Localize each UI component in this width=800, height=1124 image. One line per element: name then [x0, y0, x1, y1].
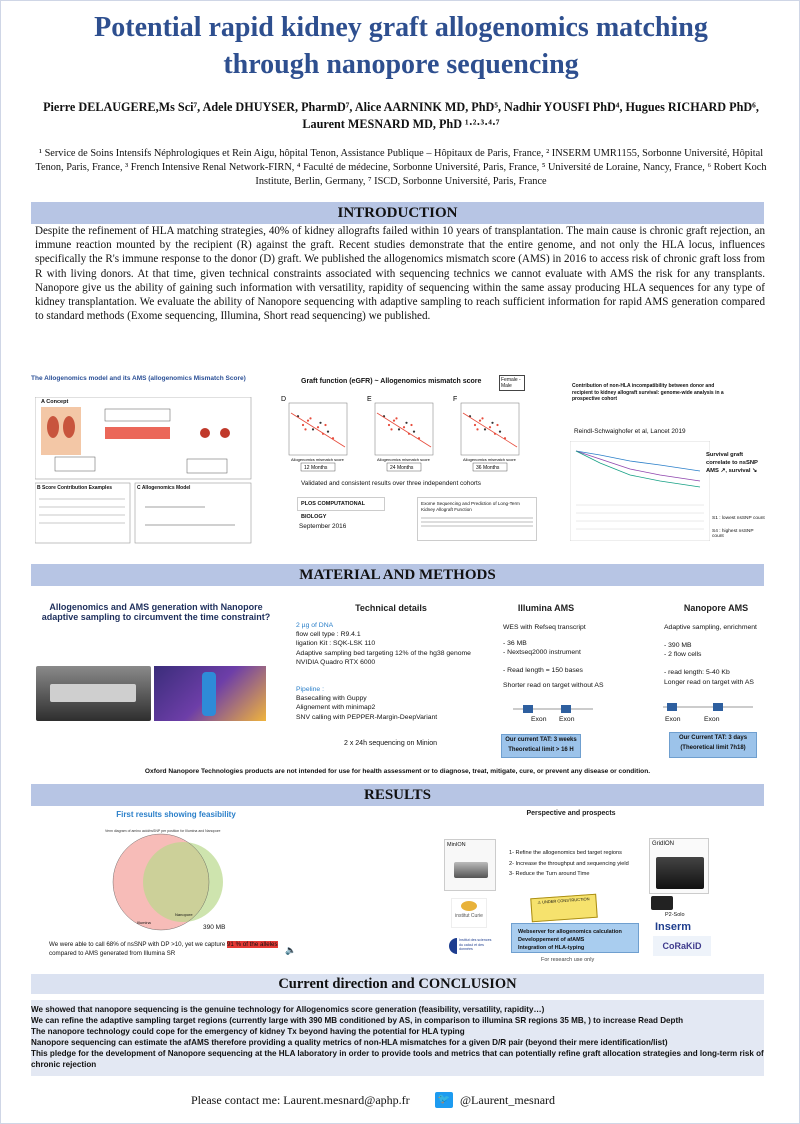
results-right-title: Perspective and prospects	[526, 810, 616, 817]
nanopore-sub: Adaptive sampling, enrichment	[664, 624, 757, 631]
twitter-icon[interactable]: 🐦	[435, 1092, 453, 1108]
fig2-point	[388, 424, 390, 426]
svg-text:Nanopore: Nanopore	[175, 912, 193, 917]
fig2-caption: Validated and consistent results over three independent cohorts	[301, 480, 481, 487]
fig2-point	[496, 424, 498, 426]
inserm-logo: Inserm	[655, 921, 692, 933]
plos-article-thumb: Exome Sequencing and Prediction of Long-Term Kidney Allograft Function	[417, 497, 537, 541]
figure-graft-function	[281, 375, 541, 545]
fig3-s1: S1 : lowest nsSNP count	[712, 516, 765, 521]
fig2-point	[403, 426, 405, 428]
fig2-point	[499, 431, 501, 433]
affiliations: ¹ Service de Soins Intensifs Néphrologiques et Rein Aigu, hôpital Tenon, Assistance Publique – Hôpitaux de Paris, France, ² INSERM UMR1155, Sorbonne Université, Hôpital Tenon, Paris, France, ³ French Intensive Renal Network-FIRN, ⁴ Faculté de médecine, Sorbonne Université, Paris, France, ⁵ Université de Loraine, Nancy, France, ⁶ Robert Koch Institute, Berlin, Germany, ⁷ ISCD, Sorbonne Université, Paris, France	[35, 148, 767, 187]
svg-text:Venn diagram of amino acid/nsS: Venn diagram of amino acid/nsSNP per position for Illumina and Nanopore	[105, 829, 221, 833]
twitter-handle[interactable]: @Laurent_mesnard	[460, 1093, 556, 1107]
figure-allogenomics-model	[31, 375, 271, 535]
corakid-logo: CoRaKiD	[653, 936, 711, 956]
fig2-point	[307, 420, 309, 422]
fig2-month-label: 24 Months	[390, 465, 414, 471]
conclusion-header: Current direction and CONCLUSION	[31, 974, 764, 994]
fig2-date: September 2016	[299, 523, 347, 530]
fig2-panel-label: F	[453, 396, 458, 403]
ont-disclaimer: Oxford Nanopore Technologies products are not intended for use for health assessment or to diagnose, treat, mitigate, cure, or prevent any disease or condition.	[144, 768, 651, 775]
fig2-xaxis-label: Allogenomics mismatch score	[291, 457, 344, 462]
plos-logo: PLOS COMPUTATIONAL BIOLOGY	[297, 497, 385, 511]
nanopore-exon-2: Exon	[704, 716, 720, 723]
conclusion-2: We can refine the adaptive sampling target regions (currently large with 390 MB conditioned by AS, in comparison to illumina SR regions 35 MB, ) to increase Read Depth	[31, 1016, 684, 1025]
fig2-point	[479, 420, 481, 422]
fig3-side-note: Survival graft correlate to nsSNP AMS ↗, survival ↘	[706, 452, 758, 474]
fig3-km-plot	[570, 441, 710, 541]
illumina-exon-diagram	[513, 701, 593, 721]
fig1-panel-c: C Allogenomics Model	[137, 485, 191, 491]
fig2-xaxis-label: Allogenomics mismatch score	[463, 457, 516, 462]
fig2-title: Graft function (eGFR) ~ Allogenomics mismatch score	[301, 378, 482, 385]
fig1-title: The Allogenomics model and its AMS (allogenomics Mismatch Score)	[31, 375, 246, 382]
svg-text:Illumina: Illumina	[137, 920, 151, 925]
fig2-point	[489, 426, 491, 428]
methods-header: MATERIAL AND METHODS	[31, 564, 764, 586]
gridion-photo: GridION	[649, 838, 709, 894]
fig2-panel-F	[453, 396, 519, 471]
fig2-point	[395, 417, 397, 419]
illumina-exon-2: Exon	[559, 716, 575, 723]
contact-email[interactable]: Please contact me: Laurent.mesnard@aphp.fr	[191, 1093, 410, 1107]
title-line-1: Potential rapid kidney graft allogenomics matching	[94, 12, 708, 43]
fig1-panel-b: B Score Contribution Examples	[37, 485, 113, 491]
conclusion-4: Nanopore sequencing can estimate the afAMS therefore providing a quality metrics of non-HLA mismatches for a given D/R pair (beyond their mere identification/list)	[31, 1038, 668, 1047]
fig2-point	[481, 417, 483, 419]
tech-footer: 2 x 24h sequencing on Minion	[344, 740, 438, 747]
fig2-panel-label: D	[281, 396, 287, 403]
authors: Pierre DELAUGERE,Ms Sci⁷, Adele DHUYSER, PharmD⁷, Alice AARNINK MD, PhD⁵, Nadhir YOUSFI PhD⁴, Hugues RICHARD PhD⁶, Laurent MESNARD MD, PhD ¹·²·³·⁴·⁷	[43, 100, 759, 131]
p2-solo-label: P2-Solo	[665, 912, 685, 918]
illumina-exon-1: Exon	[531, 716, 547, 723]
fig3-ref: Reindl-Schwaighofer et al, Lancet 2019	[574, 428, 686, 435]
title-line-2: through nanopore sequencing	[223, 49, 579, 80]
intro-header: INTRODUCTION	[31, 202, 764, 224]
fig2-point	[324, 424, 326, 426]
results-header: RESULTS	[31, 784, 764, 806]
fig2-point	[304, 428, 306, 430]
illumina-title: Illumina AMS	[517, 603, 575, 613]
illumina-tat-box: Our current TAT: 3 weeks Theoretical limit > 16 H	[501, 734, 581, 758]
fig2-point	[317, 426, 319, 428]
nanopore-title: Nanopore AMS	[683, 603, 749, 613]
webserver-box: Webserver for allogenomics calculation Developpement of afAMS Integration of HLA-typing	[511, 923, 639, 953]
fig2-xaxis-label: Allogenomics mismatch score	[377, 457, 430, 462]
fig2-plots	[281, 393, 541, 483]
fig2-point	[398, 428, 400, 430]
methods-question: Allogenomics and AMS generation with Nanopore adaptive sampling to circumvent the time constraint?	[41, 602, 271, 622]
intro-text: Despite the refinement of HLA matching strategies, 40% of kidney allografts failed within 10 years of transplantation. The main cause is chronic graft rejection, an immune reaction mounted by the recipient (R) against the graft. Recent studies demonstrate that the entire genome, and not only the HLA locus, influences specifically the R's immune response to the donor (D) graft. We published the allogenomics mismatch score (AMS) in 2016 to access risk of chronic graft loss from R with living donors. At that time, given technical constraints associated with sequencing technics we cannot evaluate with AMS the risk for any transplants. Nanopore give us the ability of gaining such information with versatility, rapidity of sequencing within the same assay producing HLA sequences for any type of kidney transplantation. We evaluate the ability of Nanopore sequencing with adaptive sampling to reach sufficient information for rapid AMS generation compared to standard methods (Exome sequencing, Illumina, Short read sequencing) we published.	[35, 225, 765, 323]
tech-lines: 2 µg of DNA flow cell type : R9.4.1 ligation Kit : SQK-LSK 110 Adaptive sampling bed targeting 12% of the hg38 genome NVIDIA Quadro RTX 6000 Pipeline : Basecalling with Guppy Alignement with minimap2 SNV calling with PEPPER-Margin-DeepVariant	[296, 622, 471, 721]
fig2-point	[491, 422, 493, 424]
minion-device-photo	[36, 666, 151, 721]
fig2-point	[484, 428, 486, 430]
venn-diagram	[101, 824, 231, 934]
fig2-point	[413, 431, 415, 433]
fig1-panel-a: A Concept	[41, 399, 69, 405]
fig1-diagram	[35, 397, 275, 545]
figure-lancet	[566, 381, 766, 541]
conclusion-5: This pledge for the development of Nanopore sequencing at the HLA laboratory in order to provide tools and metrics that can potentially refine graft allocation strategies and long-term risk of chronic rejection	[31, 1049, 764, 1069]
fig2-point	[312, 428, 314, 430]
research-use-note: For research use only	[541, 957, 595, 963]
venn-mb: 390 MB	[203, 924, 226, 931]
fig2-point	[319, 422, 321, 424]
fig2-point	[390, 428, 392, 430]
conclusion-3: The nanopore technology could cope for the emergency of kidney Tx beyond having the potential for HLA typing	[31, 1027, 465, 1036]
poster-title	[1, 9, 800, 83]
iscd-logo: Institut des sciences du calcul et des données	[449, 934, 493, 962]
fig2-month-label: 12 Months	[304, 465, 328, 471]
results-text: We were able to call 68% of nsSNP with DP >10, yet we capture 91 % of the alleles compared to AMS generated from Illumina SR	[49, 941, 278, 957]
conclusion-1: We showed that nanopore sequencing is the genuine technology for Allogenomics score generation (feasibility, versatility, rapidity…)	[31, 1005, 545, 1014]
fig2-point	[327, 431, 329, 433]
nanopore-exon-1: Exon	[665, 716, 681, 723]
illumina-note: Shorter read on target without AS	[503, 682, 604, 689]
fig2-panel-label: E	[367, 396, 372, 403]
speaker-icon[interactable]: 🔈	[285, 945, 297, 955]
fig3-title: Contribution of non-HLA incompatibility between donor and recipient to kidney allograft survival: genome-wide analysis in a prospective cohort	[572, 383, 724, 403]
illumina-sub: WES with Refseq transcript	[503, 624, 586, 631]
fig2-legend: Female - Male	[499, 375, 525, 391]
nanopore-pore-image	[154, 666, 266, 721]
minion-photo: MinION	[444, 839, 496, 891]
fig2-point	[405, 422, 407, 424]
conclusion-box	[31, 1000, 764, 1076]
fig2-panel-D	[281, 396, 347, 471]
fig2-point	[302, 424, 304, 426]
fig2-point	[309, 417, 311, 419]
fig3-s4: S4 : highest nsSNP count	[712, 529, 754, 539]
fig2-point	[476, 428, 478, 430]
fig2-point	[474, 424, 476, 426]
tech-title: Technical details	[355, 603, 427, 613]
curie-logo: institut Curie	[451, 898, 487, 928]
result-highlight: 91 % of the alleles	[226, 941, 278, 948]
p2-solo-photo	[651, 896, 673, 910]
fig2-panel-E	[367, 396, 433, 471]
nanopore-note: Longer read on target with AS	[664, 679, 754, 686]
fig2-point	[393, 420, 395, 422]
nanopore-tat-box: Our Current TAT: 3 days (Theoretical limit 7h18)	[669, 732, 757, 758]
fig2-point	[410, 424, 412, 426]
fig2-month-label: 36 Months	[476, 465, 500, 471]
under-construction-sign: ⚠ UNDER CONSTRUCTION	[530, 894, 598, 923]
nanopore-lines: - 390 MB - 2 flow cells - read length: 5-40 Kb	[664, 642, 730, 677]
illumina-lines: - 36 MB - Nextseq2000 instrument - Read length = 150 bases	[503, 640, 583, 675]
results-left-title: First results showing feasibility	[116, 810, 236, 819]
prospects-list: 1- Refine the allogenomics bed target regions 2- Increase the throughput and sequencing yield 3- Reduce the Turn around Time	[509, 850, 629, 877]
